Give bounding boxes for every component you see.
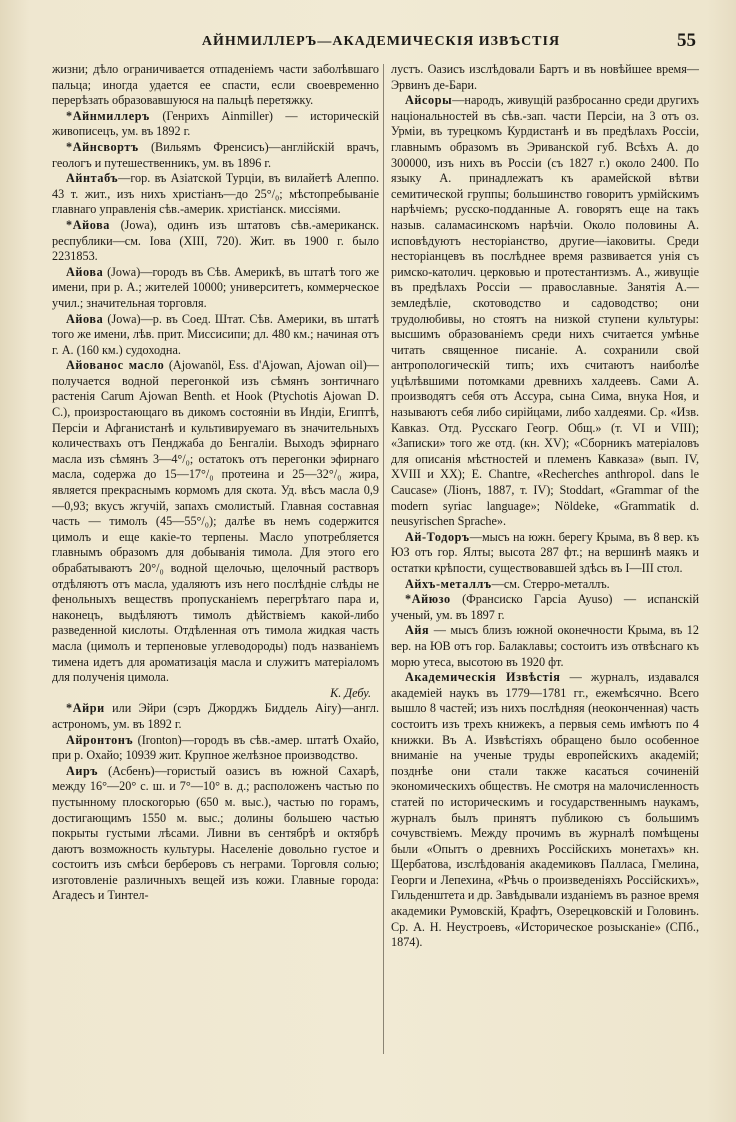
left-column (52, 62, 379, 904)
dictionary-entry (52, 312, 379, 359)
entry-text: или Эйри (сэръ Джорджъ Биддель Airy)—англ. астрономъ, ум. въ 1892 г. (52, 701, 379, 731)
entry-text: (Франсиско Гарсіа Ayuso) — испанскій ученый, ум. въ 1897 г. (391, 592, 699, 622)
entry-headword: *Айова (66, 217, 110, 232)
dictionary-entry (52, 701, 379, 732)
entry-headword: Айнтабъ (66, 171, 119, 186)
entry-headword: Айова (66, 264, 104, 279)
entry-headword: Айя (405, 623, 430, 638)
dictionary-entry (52, 171, 379, 218)
entry-text: (Jowa), одинъ изъ штатовъ сѣв.-американск. республики—см. Іова (XIII, 720). Жит. въ 1900 г. было 2231853. (52, 217, 379, 264)
dictionary-entry (391, 623, 699, 670)
entry-text: —см. Стерро-металлъ. (491, 576, 610, 591)
dictionary-entry (391, 93, 699, 530)
entry-text: лустъ. Оазисъ изслѣдовали Бартъ и въ новѣйшее время—Эрвинъ де-Бари. (391, 62, 699, 92)
dictionary-entry (391, 577, 699, 593)
page-number: 55 (677, 30, 696, 51)
dictionary-entry (391, 62, 699, 93)
entry-text: — мысъ близъ южной оконечности Крыма, въ 12 вер. на ЮВ отъ гор. Балаклавы; состоитъ изъ отвѣснаго къ морю утеса, высотою въ 1920 фт. (391, 623, 699, 669)
entry-headword: *Айюзо (405, 592, 451, 607)
dictionary-entry (52, 109, 379, 140)
entry-text: (Асбенъ)—гористый оазисъ въ южной Сахарѣ, между 16°—20° с. ш. и 7°—10° в. д.; расположенъ частью по пустынному плоскогорью (650 м. выс.), частью по горамъ, достигающимъ 1550 м. выс.; долины большею частью покрыты густыми лѣсами. Ливни въ сентябрѣ и октябрѣ даютъ возможность культуры. Населеніе довольно густое и состоитъ изъ смѣси берберовъ съ неграми. Торговля солью; изготовленіе различныхъ вещей изъ кожи. Главные города: Агадесъ и Тинтел- (52, 763, 379, 903)
entry-text: (Ironton)—городъ въ сѣв.-амер. штатѣ Охайо, при р. Охайо; 10939 жит. Крупное желѣзное производство. (52, 732, 379, 763)
entry-text: (Вильямъ Френсисъ)—англійскій врачъ, геологъ и путешественникъ, ум. въ 1896 г. (52, 139, 379, 170)
entry-headword: *Айри (66, 701, 105, 716)
dictionary-entry (391, 530, 699, 577)
entry-headword: Айованос масло (66, 358, 165, 373)
entry-text: (Генрихъ Ainmiller) — историческій живописецъ, ум. въ 1892 г. (52, 108, 379, 139)
entry-headword: Айова (66, 311, 104, 326)
dictionary-entry (52, 358, 379, 685)
dictionary-entry (52, 218, 379, 265)
entry-headword: Айсоры (405, 93, 453, 108)
entry-headword: *Айнмиллеръ (66, 108, 150, 123)
entry-text: —мысъ на южн. берегу Крыма, въ 8 вер. къ ЮЗ отъ гор. Ялты; высота 287 фт.; на вершинѣ маякъ и остатки крѣпости, существовавшей здѣсь въ I—III стол. (391, 529, 699, 575)
entry-text: жизни; дѣло ограничивается отпаденіемъ части заболѣвшаго пальца; иногда удается ее спасти, если своевременно перерѣзать образовавшуюся на пальцѣ перетяжку. (52, 62, 379, 108)
dictionary-entry (391, 592, 699, 623)
entry-headword: Айронтонъ (66, 732, 134, 747)
page-header (66, 30, 696, 56)
dictionary-entry (52, 140, 379, 171)
entry-headword: *Айнсвортъ (66, 139, 139, 154)
column-divider (383, 64, 384, 1054)
entry-text: (Ajowanöl, Ess. d'Ajowan, Ajowan oil)—получается водной перегонкой изъ сѣмянъ зонтичнаго растенія Carum Ajowan Benth. et Hook (Ptychotis Ajowan D. C.), произростающаго въ дикомъ состояніи въ Индіи, Египтѣ, Персіи и Афганистанѣ и культивируемаго въ значительныхъ количествахъ отъ Пенджаба до Бенгаліи. Выходъ эфирнаго масла изъ сѣмянъ 3—4°/₀; остатокъ отъ перегонки эфирнаго масла, содержа до 15—17°/₀ протеина и 25—32°/₀ жира, является прекраснымъ кормомъ для скота. Уд. вѣсъ масла 0,9—0,93; вкусъ жгучій, запахъ смолистый. Главная составная часть — тимолъ (45—55°/₀); далѣе въ немъ содержится цимолъ и еще какіе-то терпены. Масло употребляется главнымъ образомъ для добыванія тимола. Для этого его обрабатываютъ 20°/₀ водной щелочью, щелочный растворъ отдѣляютъ отъ масла, удаляютъ изъ него послѣдніе слѣды не фенольныхъ веществъ пропусканіемъ перегрѣтаго пара и, наконецъ, выдѣляютъ тимолъ дѣйствіемъ какой-либо разведенной кислоты. Отдѣленная отъ тимола жидкая часть масла (цимолъ и терпеновые углеводороды) подъ названіемъ тимена идетъ для ароматизація масла и служитъ матеріаломъ для полученія цимола. (52, 358, 379, 685)
running-title: АЙНМИЛЛЕРЪ—АКАДЕМИЧЕСКІЯ ИЗВѢСТІЯ (201, 34, 561, 49)
entry-text: (Jowa)—городъ въ Сѣв. Америкѣ, въ штатѣ того же имени, при р. А.; жителей 10000; университетъ, коммерческое учил.; значительная торговля. (52, 264, 379, 310)
dictionary-entry (52, 62, 379, 109)
entry-headword: Академическія Извѣстія (405, 670, 561, 685)
entry-headword: Ай-Тодоръ (405, 529, 470, 544)
right-column (391, 62, 699, 951)
entry-text: — журналъ, издавался академіей наукъ въ 1779—1781 гг., ежемѣсячно. Всего вышло 8 частей; изъ нихъ послѣдняя (неоконченная) часть состоитъ изъ трехъ книжекъ, а первыя семь имѣютъ по 4 книжки. Въ А. Извѣстіяхъ обращено было особенное вниманіе на ученые труды европейскихъ академій; позднѣе они стали также касаться сочиненій экономическихъ обществъ. Не смотря на малочисленность статей по историческимъ и государственнымъ наукамъ, журналъ былъ принятъ публикою съ большимъ сочувствіемъ. Между прочимъ въ журналѣ помѣщены были «Опытъ о древнихъ Россійскихъ монетахъ» кн. Щербатова, изслѣдованія академиковъ Палласа, Гмелина, Георги и Лепехина, «Рѣчь о произведеніяхъ Россійскихъ», Гильденштета и др. Завѣдывали изданіемъ въ разное время академики Румовскій, Крафтъ, Озерецковскій и Головинъ. Ср. А. Н. Неустроевъ, «Историческое розысканіе» (СПб., 1874). (391, 670, 700, 950)
dictionary-entry (52, 764, 379, 904)
entry-headword: Аиръ (66, 763, 99, 778)
entry-text: —народъ, живущій разбросанно среди другихъ національностей въ сѣв.-зап. части Персіи, на 3 отъ оз. Урміи, въ турецкомъ Курдистанѣ и въ предѣлахъ Россіи, главнымъ образомъ въ Эриванской губ. Всѣхъ А. до 300000, изъ нихъ въ Россіи (съ 1827 г.) около 2400. По языку А. принадлежатъ къ арамейской вѣтви семитической группы; большинство говоритъ урмійскимъ нарѣчіемъ; русско-подданные А. говорятъ еще на такъ назыв. саламасинскомъ нарѣчіи. Около половины А. исповѣдуютъ несторіанство, другие—іаковиты. Среди несторіанцевъ въ послѣднее время развивается унія съ римско-католич. церковью и протестантизмъ. А., живущіе въ предѣлахъ Россіи — православные. Занятія А.—земледѣліе, скотоводство и садоводство; они трудолюбивы, но стоятъ на низкой ступени культуры: высшимъ образованіемъ среди нихъ считается умѣнье читать священное писаніе. А. сохранили свой антропологическій типъ; ихъ считаютъ наиболѣе уцѣлѣвшими потомками древнихъ халдеевъ. Сами А. производятъ себя отъ Ассура, сына Сима, внука Ноя, и называютъ себя либо сирійцами, либо халдеями. Ср. «Изв. Кавказ. Отд. Русскаго Геогр. Общ.» (т. VI и VIII); «Записки» того же отд. (кн. XV); «Сборникъ матеріаловъ для описанія мѣстностей и племенъ Кавказа» (вып. IV, XVIII и XX); E. Chantre, «Recherches anthropol. dans le Caucase» (Ліонъ, 1887, т. IV); Stoddart, «Grammar of the modern syriac language»; Nöldeke, «Grammatik d. neusyrischen Sprache». (391, 93, 699, 529)
entry-text: (Jowa)—р. въ Соед. Штат. Сѣв. Америки, въ штатѣ того же имени, лѣв. прит. Миссисипи; дл. 480 км.; начиная отъ г. А. (160 км.) судоходна. (52, 311, 379, 357)
dictionary-entry (52, 733, 379, 764)
entry-text: —гор. въ Азіатской Турціи, въ вилайетѣ Алеппо. 43 т. жит., изъ нихъ христіанъ—до 25°/₀; мѣстопребываніе главнаго управленія сѣв.-америк. христіанск. миссіями. (52, 171, 379, 217)
dictionary-entry (391, 670, 699, 951)
dictionary-entry (52, 265, 379, 312)
author-signature: К. Дебу. (330, 685, 371, 700)
entry-headword: Айхъ-металлъ (405, 576, 492, 591)
